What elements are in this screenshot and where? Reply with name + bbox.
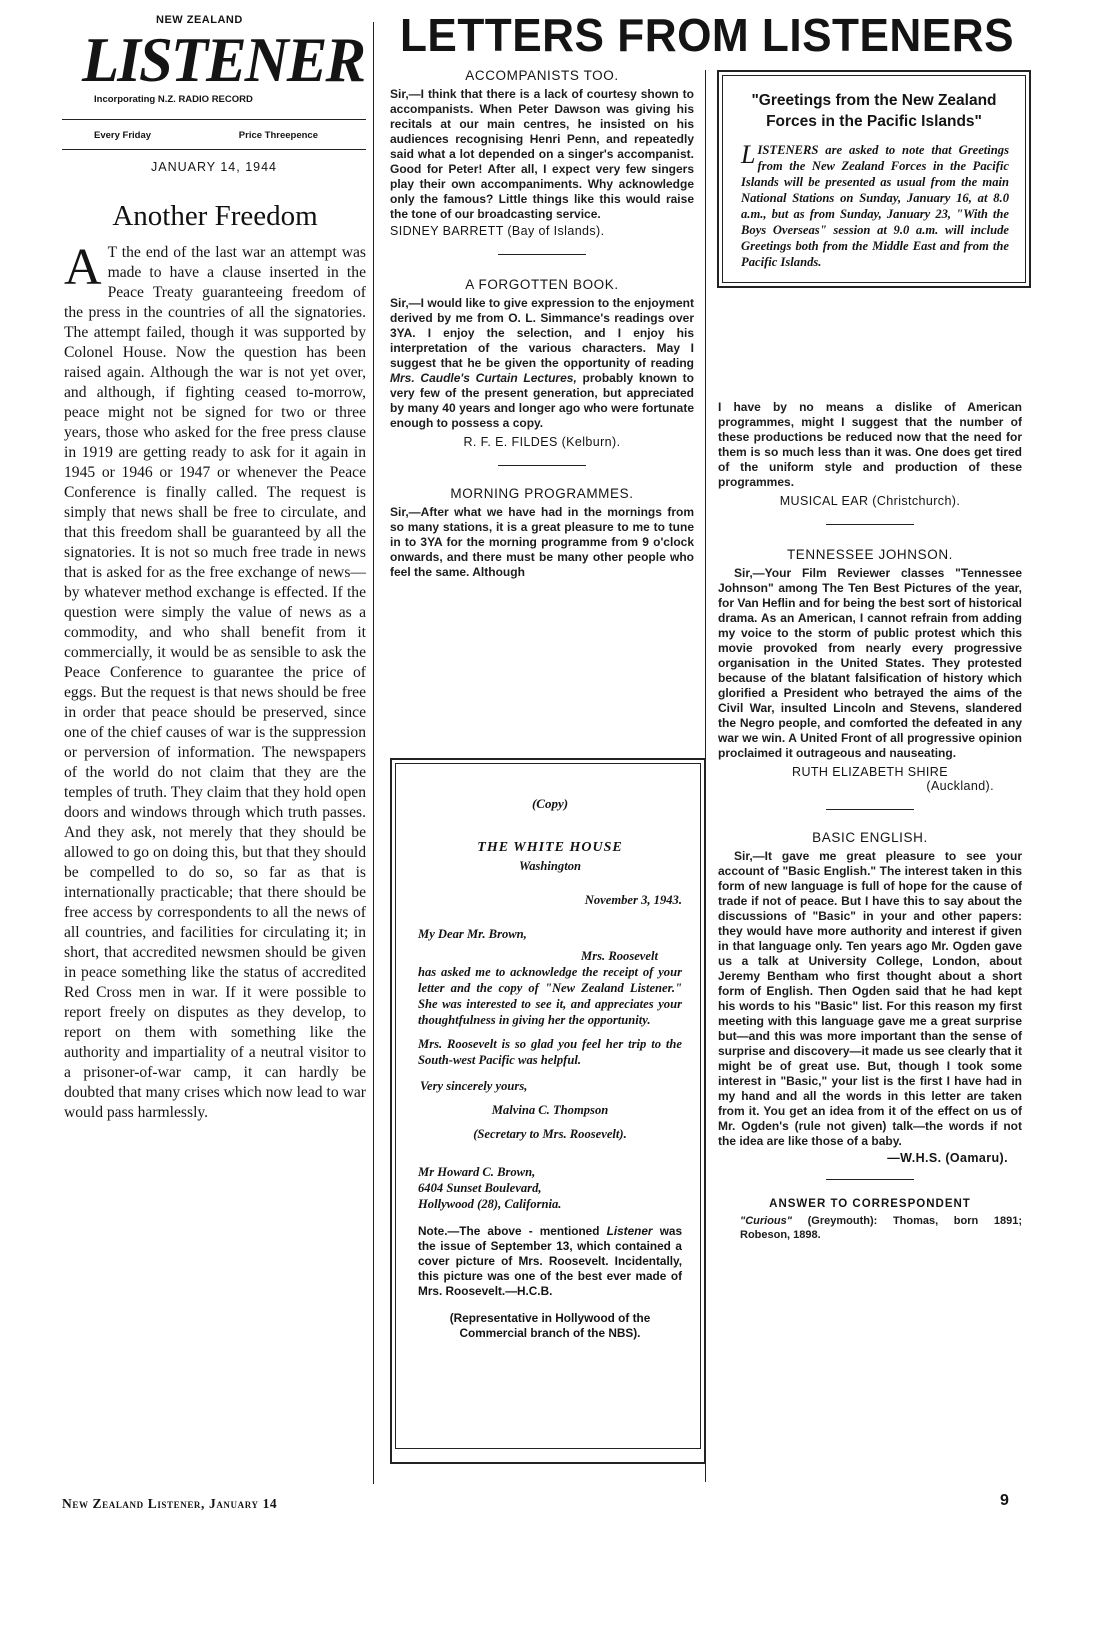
greetings-text: ISTENERS are asked to note that Greetings from the New Zealand Forces in the Pacific Islands will be presented as usual from the main National Stations on Sunday, January 16, at 8.0 a.m., but as from Sunday, January 23, "With the Boys Overseas" session at 9.0 a.m. will include Greetings both from the Middle East and from the Pacific Islands. [741, 143, 1009, 269]
masthead-info-row [62, 120, 366, 149]
editorial-text: T the end of the last war an attempt was made to have a clause inserted in the Peace Treaty guaranteeing freedom of the press in the countries of all the signatories. The attempt failed, though it was supported by Colonel House. Now the question has been raised again. Although the war is not yet over, and although, if fighting ceased to-morrow, peace might not be signed for two or three years, those who asked for the free press clause in 1919 are getting ready to ask for it again in 1945 or 1946 or 1947 or whenever the Peace Conference is finally called. The request is simply that news shall be free to circulate, and that this freedom shall be guaranteed by all the signatories. It is not so much free trade in news that is asked for as the free exchange of news—by whatever method exchange is effected. If the question were simply the value of news as a commodity, and who shall benefit from it commercially, it would be as sensible to ask the Peace Conference to guarantee the price of eggs. But the request is that news should be free in order that peace should be preserved, since one of the chief causes of war is the suppression or perversion of information. The newspapers of the world do not claim that they are the temples of truth. They claim that they hold open doors and windows through which truth passes. And they ask, not merely that they should be allowed to go on doing this, but that they should be compelled to do so, so far as that is internationally practicable; that there should be free access by correspondents to all the news of all countries, and facilities for circulating it; in short, that accredited newsmen should be given in peace something like the status of accredited Red Cross men in war. If it were possible to report freely on disputes as they develop, to report on them with something like the authority and impartiality of a neutral visitor to a prisoner-of-war camp, it can hardly be doubted that many crises which now lead to war would pass harmlessly. [64, 244, 366, 1121]
salutation: My Dear Mr. Brown, [418, 927, 527, 941]
note-text: Note.—The above - mentioned [418, 1224, 607, 1238]
letter-heading: BASIC ENGLISH. [812, 830, 928, 845]
issue-date: JANUARY 14, 1944 [150, 160, 278, 174]
letter-text: Sir,—I would like to give expression to the enjoyment derived by me from O. L. Simmance's readings over 3YA. I enjoy the selection, and I enjoy his interpretation of the various characters. May I suggest that he be given the opportunity of reading [390, 296, 694, 370]
editorial-body [64, 239, 366, 1123]
signer-title: (Secretary to Mrs. Roosevelt). [473, 1127, 627, 1141]
separator [498, 465, 586, 466]
copy-label: (Copy) [531, 796, 569, 811]
separator [826, 1179, 914, 1180]
addressee [418, 1164, 682, 1212]
column-rule [373, 22, 374, 1484]
answer-place: (Greymouth): [807, 1215, 878, 1227]
letter-body: Sir,—Your Film Reviewer classes "Tennessee Johnson" among The Ten Best Pictures of the year, for Van Heflin and for being the best sort of historical drama. As an American, I cannot refrain from adding my voice to the storm of public protest which this movie provoked from nearly every progressive organisation in the United States. They protested because of the blatant falsification of history which glorified a President who betrayed the aims of the Civil War, insulted Lincoln and Stevens, slandered the Negro people, and comforted the defeated in any war we win. A United Front of all progressive opinion proclaimed it outrageous and nauseating. [718, 566, 1022, 760]
representative-line: (Representative in Hollywood of the Commercial branch of the NBS). [449, 1311, 651, 1340]
page-footer: New Zealand Listener, January 14 [62, 1496, 278, 1511]
letter-date: November 3, 1943. [584, 893, 682, 907]
separator [826, 809, 914, 810]
addressee-line: 6404 Sunset Boulevard, [418, 1181, 542, 1195]
separator [826, 524, 914, 525]
answer-body [718, 1214, 1022, 1242]
masthead-frequency: Every Friday [94, 130, 152, 141]
editor-note [418, 1224, 682, 1299]
closing: Very sincerely yours, [420, 1079, 528, 1093]
letter-body: Sir,—It gave me great pleasure to see your account of "Basic English." The interest taken in this form of new language is full of hope for the cause of trade if not of peace. But I have this to say about the discussions of "Basic" in your and other papers: they would have more authority and interest if given in that language only. Ten years ago Mr. Ogden gave us a talk at University College, London, about Jeremy Bentham who first thought about a short form of English. Then Ogden said that he had kept his words to his "Basic" list. For this reason my first meeting with this language gave me a great surprise but—and this was more important than the sense of surprise and discovery—it made us see clearly that it might be of great use. But, though I took some interest in "Basic," your list is the first I have had in my hand and all the words in this letter are taken from it. You get an idea from it of the effect on us of Mr. Ogden's (rule not given) talk—the words if not the idea are like those of a baby. [718, 849, 1022, 1148]
answer-recipient: "Curious" [740, 1215, 792, 1227]
letter-heading: MORNING PROGRAMMES. [450, 486, 634, 501]
answer-text: Thomas, born 1891; Robeson, 1898. [740, 1215, 1023, 1241]
greetings-body [723, 142, 1025, 282]
letter-body: Sir,—After what we have had in the mornings from so many stations, it is a great pleasure to me to tune in to 3YA for the morning programme from 9 o'clock onwards, and there must be many other people who feel the same. Although [390, 505, 694, 579]
letter-signature: —W.H.S. (Oamaru). [887, 1151, 1008, 1165]
letterhead: THE WHITE HOUSE [477, 840, 623, 855]
editorial-title: Another Freedom [112, 200, 318, 232]
greetings-dropcap: L [741, 140, 756, 169]
masthead-subtitle: Incorporating N.Z. RADIO RECORD [94, 94, 253, 105]
letters-column-middle [390, 68, 694, 580]
masthead-overline: NEW ZEALAND [156, 14, 243, 26]
letter-continuation: I have by no means a dislike of American programmes, might I suggest that the number of these productions be reduced now that the need for them is so much less than it was. One does get tired of the uniform style and production of these programmes. [718, 400, 1022, 489]
editorial [64, 200, 366, 1123]
editorial-dropcap: A [64, 239, 102, 296]
section-title: LETTERS FROM LISTENERS [399, 9, 1015, 61]
letters-column-right [718, 400, 1022, 1242]
note-title: Listener [606, 1224, 653, 1238]
masthead-title: LISTENER [82, 24, 365, 95]
addressee-line: Mr Howard C. Brown, [418, 1165, 536, 1179]
letter-heading: ACCOMPANISTS TOO. [465, 68, 619, 83]
greetings-title: "Greetings from the New Zealand Forces in the Pacific Islands" [751, 92, 997, 130]
letter-paragraph: has asked me to acknowledge the receipt of your letter and the copy of "New Zealand Listener." She was interested to see it, and appreciates your thoughtfulness in giving her the opportunity. [418, 965, 682, 1027]
note-text: was the issue of September 13, which contained a cover picture of Mrs. Roosevelt. Incidentally, this picture was one of the best ever made of Mrs. Roosevelt.—H.C.B. [418, 1224, 683, 1298]
masthead [62, 14, 366, 174]
letter-signature: RUTH ELIZABETH SHIRE [792, 765, 948, 779]
page-number: 9 [1000, 1492, 1009, 1509]
letter-signature-place: (Auckland). [926, 779, 994, 793]
letter-paragraph: Mrs. Roosevelt is so glad you feel her trip to the South-west Pacific was helpful. [418, 1037, 682, 1067]
answer-heading: ANSWER TO CORRESPONDENT [769, 1198, 971, 1210]
letter-text: probably known to very few of the present generation, but appreciated by many 40 years and longer ago who were fortunate enough to possess a copy. [390, 371, 694, 430]
letter-para-lead: Mrs. Roosevelt [581, 949, 658, 963]
letterhead-city: Washington [518, 859, 582, 873]
letter-heading: A FORGOTTEN BOOK. [465, 277, 619, 292]
addressee-line: Hollywood (28), California. [418, 1197, 562, 1211]
book-title: Mrs. Caudle's Curtain Lectures, [390, 371, 577, 385]
white-house-letter-box [390, 758, 706, 1464]
letter-body [390, 296, 694, 431]
letter-signature: MUSICAL EAR (Christchurch). [779, 494, 961, 508]
greetings-notice-box [717, 70, 1031, 288]
letter-signature: R. F. E. FILDES (Kelburn). [463, 435, 621, 449]
masthead-price: Price Threepence [238, 130, 318, 141]
letter-body: Sir,—I think that there is a lack of courtesy shown to accompanists. When Peter Dawson was giving his recitals at our main centres, he insisted on his audiences recognising Henri Penn, and repeatedly said what a lot depended on a singer's accompanist. Good for Peter! After all, I expect very few singers play their own accompaniments. Why acknowledge only the famous? Little things like this would raise the tone of our broadcasting service. [390, 87, 694, 221]
signer: Malvina C. Thompson [491, 1103, 609, 1117]
letter-heading: TENNESSEE JOHNSON. [786, 547, 954, 562]
separator [498, 254, 586, 255]
letter-signature: SIDNEY BARRETT (Bay of Islands). [390, 224, 605, 238]
